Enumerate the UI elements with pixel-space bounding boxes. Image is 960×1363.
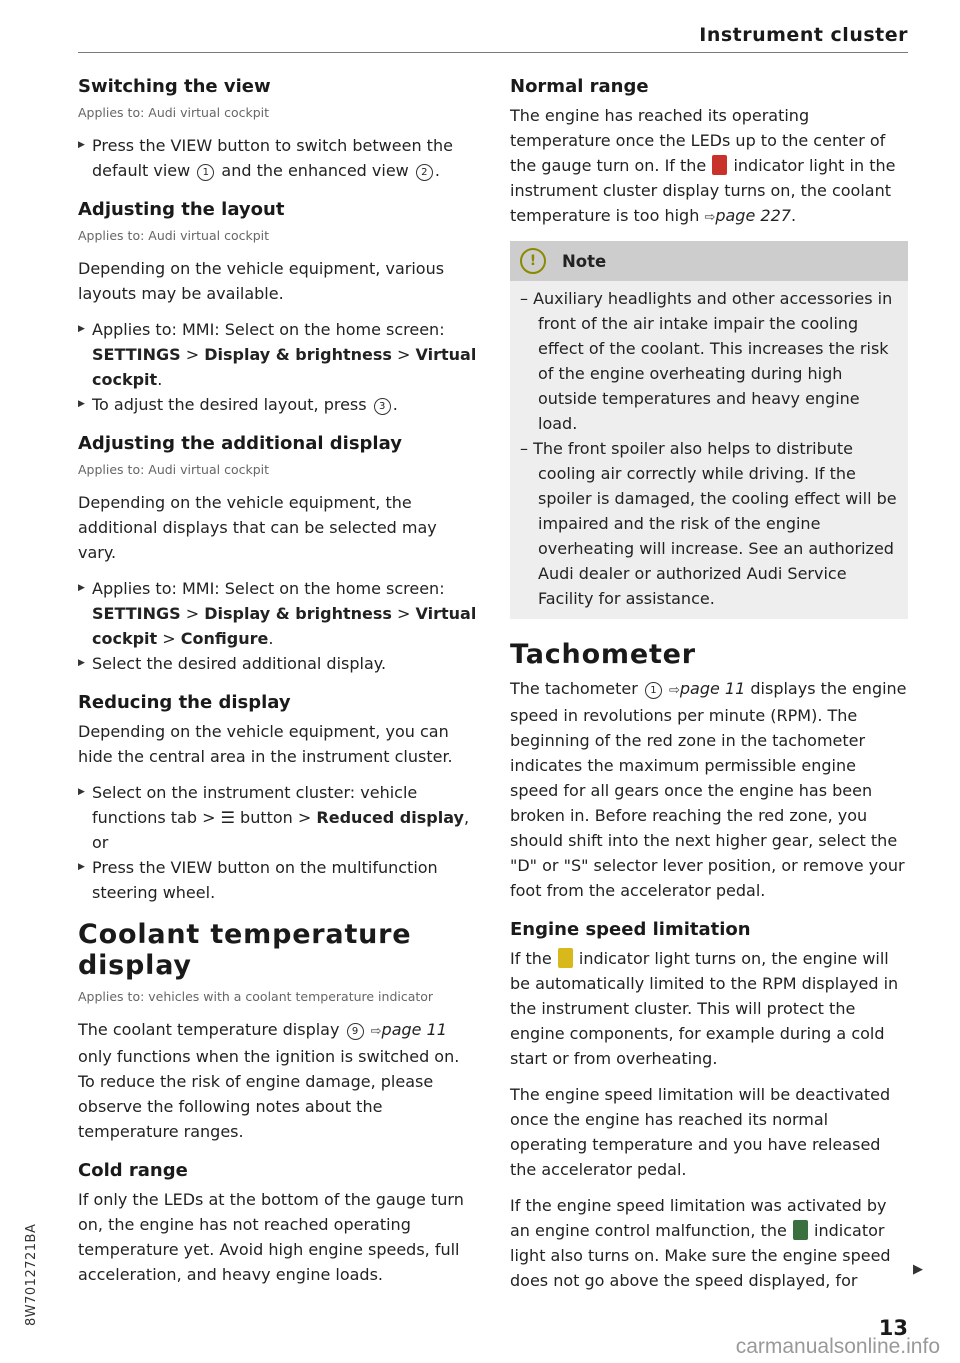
note-header bbox=[510, 241, 908, 281]
additional-paragraph: Depending on the vehicle equipment, the additional displays that can be selected may vary. bbox=[78, 493, 437, 562]
step-item: ▶ Select on the instrument cluster: vehicle functions tab > ☰ button > Reduced display, or bbox=[78, 780, 478, 855]
applies-to-label: Applies to: Audi virtual cockpit bbox=[78, 462, 270, 477]
layout-paragraph: Depending on the vehicle equipment, various layouts may be available. bbox=[78, 259, 445, 303]
applies-to-label: Applies to: Audi virtual cockpit bbox=[78, 228, 270, 243]
coolant-warning-icon bbox=[712, 155, 727, 175]
reducing-paragraph: Depending on the vehicle equipment, you can hide the central area in the instrument cluster. bbox=[78, 722, 453, 766]
speed-limit-warning-icon bbox=[558, 948, 573, 968]
page-ref[interactable]: page 11 bbox=[679, 679, 746, 698]
callout-1: 1 bbox=[645, 682, 662, 699]
applies-to-label: Applies to: Audi virtual cockpit bbox=[78, 105, 270, 120]
switching-view-heading: Switching the view bbox=[78, 76, 271, 97]
normal-range-heading: Normal range bbox=[510, 76, 649, 97]
note-item: – Auxiliary headlights and other accessories in front of the air intake impair the cooling effect of the coolant. This increases the risk of the engine overheating during high outside temperatures and heavy engine load. bbox=[520, 289, 893, 433]
callout-9: 9 bbox=[347, 1023, 364, 1040]
adjusting-layout-heading: Adjusting the layout bbox=[78, 199, 285, 220]
document-code: 8W7012721BA bbox=[24, 1223, 39, 1326]
note-box bbox=[510, 241, 908, 619]
switching-view-steps bbox=[78, 133, 478, 183]
note-list bbox=[510, 281, 908, 611]
right-column bbox=[510, 74, 908, 1304]
step-item: ▶ Press the VIEW button to switch between the default view 1 and the enhanced view 2 . bbox=[78, 133, 478, 183]
additional-steps bbox=[78, 576, 478, 676]
menu-icon: ☰ bbox=[220, 808, 235, 827]
step-item: ▶ Select the desired additional display. bbox=[78, 651, 478, 676]
section-title: Instrument cluster bbox=[699, 24, 908, 46]
layout-steps bbox=[78, 317, 478, 417]
normal-range-paragraph: The engine has reached its operating temperature once the LEDs up to the center of the gauge turn on. If the indicator light in the instrument cluster display turns on, the coolant temperature is too high ⇨page 227. bbox=[510, 106, 896, 225]
page-ref-arrow-icon: ⇨ bbox=[704, 210, 716, 225]
page-ref-arrow-icon: ⇨ bbox=[668, 683, 680, 698]
reducing-steps bbox=[78, 780, 478, 905]
note-title: Note bbox=[562, 251, 607, 271]
header-rule bbox=[78, 52, 908, 53]
engine-control-warning-icon bbox=[793, 1220, 808, 1240]
limitation-paragraph-1: If the indicator light turns on, the engine will be automatically limited to the RPM displayed in the instrument cluster. This will protect the engine components, for example during a cold start or from overheating. bbox=[510, 949, 899, 1068]
coolant-paragraph: The coolant temperature display 9 ⇨page 11 only functions when the ignition is switched on. To reduce the risk of engine damage, please observe the following notes about the temperature ranges. bbox=[78, 1020, 460, 1141]
applies-to-label: Applies to: vehicles with a coolant temperature indicator bbox=[78, 989, 434, 1004]
reducing-display-heading: Reducing the display bbox=[78, 692, 291, 713]
cold-range-heading: Cold range bbox=[78, 1160, 188, 1181]
step-item: ▶ Press the VIEW button on the multifunction steering wheel. bbox=[78, 855, 478, 905]
note-info-icon: ! bbox=[520, 248, 546, 274]
page-number: 13 bbox=[878, 1316, 908, 1340]
callout-3: 3 bbox=[374, 398, 391, 415]
cold-range-paragraph: If only the LEDs at the bottom of the gauge turn on, the engine has not reached operating temperature yet. Avoid high engine speeds, full acceleration, and heavy engine loads. bbox=[78, 1190, 464, 1284]
continue-arrow-icon: ▶ bbox=[913, 1262, 923, 1277]
coolant-heading: Coolant temperature display bbox=[78, 919, 412, 981]
callout-2: 2 bbox=[416, 164, 433, 181]
page-ref[interactable]: page 11 bbox=[381, 1020, 447, 1039]
callout-1: 1 bbox=[197, 164, 214, 181]
step-item: ▶ Applies to: MMI: Select on the home screen: SETTINGS > Display & brightness > Virtual cockpit. bbox=[78, 317, 478, 392]
step-item: ▶ To adjust the desired layout, press 3 . bbox=[78, 392, 478, 417]
tachometer-heading: Tachometer bbox=[510, 639, 696, 670]
note-item: – The front spoiler also helps to distribute cooling air correctly while driving. If the spoiler is damaged, the cooling effect will be impaired and the risk of the engine overheating will increase. See an authorized Audi dealer or authorized Audi Service Facility for assistance. bbox=[520, 439, 897, 608]
additional-display-heading: Adjusting the additional display bbox=[78, 433, 402, 454]
step-item: ▶ Applies to: MMI: Select on the home screen: SETTINGS > Display & brightness > Virtual cockpit > Configure. bbox=[78, 576, 478, 651]
limitation-paragraph-2: The engine speed limitation will be deactivated once the engine has reached its normal operating temperature and you have released the accelerator pedal. bbox=[510, 1085, 891, 1179]
tachometer-paragraph: The tachometer 1 ⇨page 11 displays the engine speed in revolutions per minute (RPM). The beginning of the red zone in the tachometer indicates the maximum permissible engine speed for all gears once the engine has been broken in. Before reaching the red zone, you should shift into the next higher gear, select the "D" or "S" selector lever position, or remove your foot from the accelerator pedal. bbox=[510, 679, 907, 900]
limitation-paragraph-3: If the engine speed limitation was activated by an engine control malfunction, the indicator light also turns on. Make sure the engine speed does not go above the speed displayed, for bbox=[510, 1196, 891, 1290]
speed-limitation-heading: Engine speed limitation bbox=[510, 919, 751, 940]
left-column bbox=[78, 74, 478, 1298]
page-ref-arrow-icon: ⇨ bbox=[370, 1024, 382, 1039]
page-ref[interactable]: page 227 bbox=[715, 206, 791, 225]
watermark: carmanualsonline.info bbox=[735, 1335, 940, 1358]
